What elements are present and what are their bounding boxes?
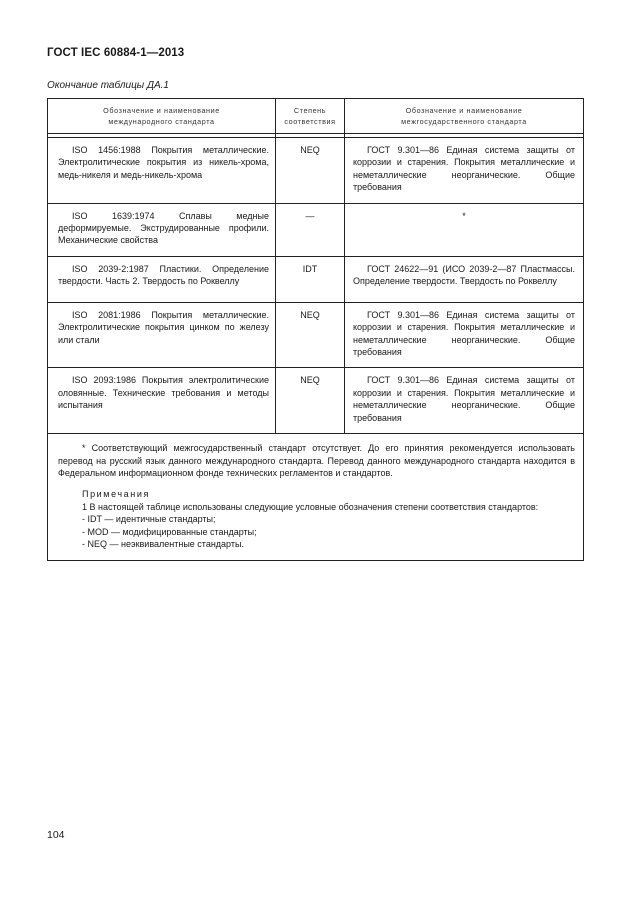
standards-table	[47, 98, 584, 561]
table-header-row	[48, 99, 584, 134]
degree-cell: NEQ	[276, 302, 345, 368]
notes-intro: 1 В настоящей таблице использованы следующие условные обозначения степени соответствия стандартов:	[82, 501, 539, 512]
notes-list-item: - MOD — модифицированные стандарты;	[82, 526, 257, 537]
interstate-standard-cell: ГОСТ 9.301—86 Единая система защиты от коррозии и старения. Покрытия металлические и неметаллические неорганические. Общие требования	[345, 138, 584, 204]
interstate-standard-cell: ГОСТ 9.301—86 Единая система защиты от коррозии и старения. Покрытия металлические и неметаллические неорганические. Общие требования	[345, 368, 584, 434]
table-row	[48, 138, 584, 204]
notes-list-item: - NEQ — неэквивалентные стандарты.	[82, 538, 244, 549]
notes-list-item: - IDT — идентичные стандарты;	[82, 514, 216, 525]
international-standard-cell: ISO 1639:1974 Сплавы медные деформируемые. Экструдированные профили. Механические свойства	[48, 203, 276, 256]
table-row	[48, 302, 584, 368]
table-row	[48, 368, 584, 434]
degree-cell: NEQ	[276, 368, 345, 434]
table-row	[48, 256, 584, 302]
interstate-standard-cell: *	[345, 203, 584, 256]
document-header: ГОСТ IEC 60884-1—2013	[47, 47, 185, 59]
header-degree: Степень соответствия	[276, 99, 345, 134]
table-caption: Окончание таблицы ДА.1	[47, 80, 169, 91]
footnote: * Соответствующий межгосударственный стандарт отсутствует. До его принятия рекомендуется использовать перевод на русский язык данного международного стандарта. Перевод данного международного стандарта находится в Федеральном информационном фонде технических регламентов и стандартов.	[58, 443, 575, 478]
table-row	[48, 203, 584, 256]
international-standard-cell: ISO 2093:1986 Покрытия электролитические оловянные. Технические требования и методы испытания	[48, 368, 276, 434]
notes-cell	[48, 434, 584, 561]
international-standard-cell: ISO 2039-2:1987 Пластики. Определение твердости. Часть 2. Твердость по Роквеллу	[48, 256, 276, 302]
notes-heading: Примечания	[82, 489, 150, 500]
international-standard-cell: ISO 2081:1986 Покрытия металлические. Электролитические покрытия цинком по железу или стали	[48, 302, 276, 368]
interstate-standard-cell: ГОСТ 9.301—86 Единая система защиты от коррозии и старения. Покрытия металлические и неметаллические неорганические. Общие требования	[345, 302, 584, 368]
table-notes-row	[48, 434, 584, 561]
standards-table-container	[47, 98, 583, 561]
degree-cell: —	[276, 203, 345, 256]
header-interstate: Обозначение и наименование межгосударственного стандарта	[345, 99, 584, 134]
header-international: Обозначение и наименование международного стандарта	[48, 99, 276, 134]
degree-cell: IDT	[276, 256, 345, 302]
international-standard-cell: ISO 1456:1988 Покрытия металлические. Электролитические покрытия из никель-хрома, медь-никеля и медь-никель-хрома	[48, 138, 276, 204]
page-number: 104	[47, 829, 65, 841]
degree-cell: NEQ	[276, 138, 345, 204]
interstate-standard-cell: ГОСТ 24622—91 (ИСО 2039-2—87 Пластмассы. Определение твердости. Твердость по Роквеллу	[345, 256, 584, 302]
